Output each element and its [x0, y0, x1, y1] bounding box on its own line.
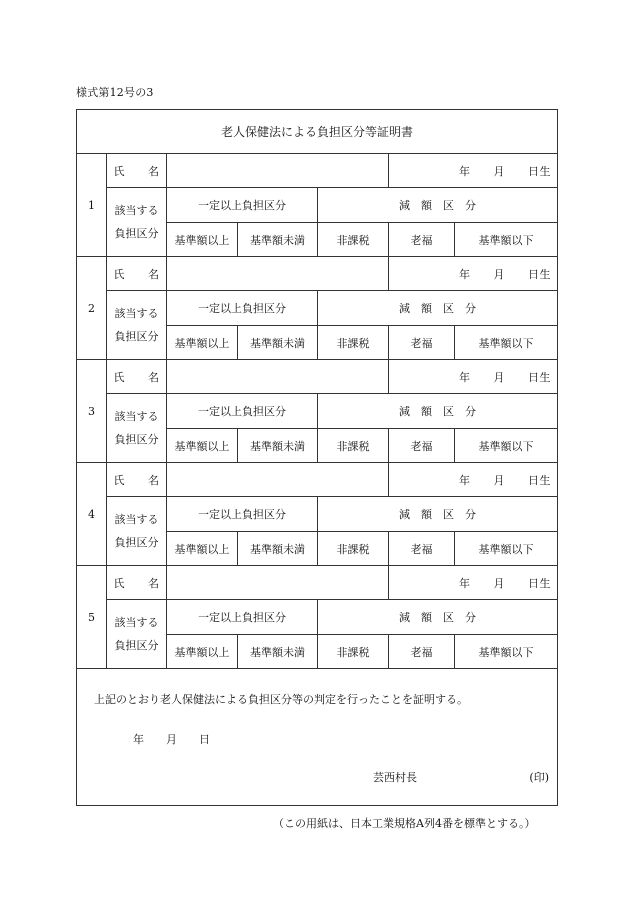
- option-below-standard[interactable]: 基準額未満: [238, 635, 318, 668]
- option-standard-or-less[interactable]: 基準額以下: [478, 233, 534, 247]
- birth-date-field[interactable]: 年 月 日生: [389, 566, 557, 600]
- category-label: [107, 600, 167, 668]
- entry-number: 2: [77, 257, 107, 359]
- name-field[interactable]: [167, 257, 389, 291]
- category-label-line2: 負担区分: [114, 639, 159, 652]
- form-number: 様式第12号の3: [76, 86, 154, 99]
- option-standard-or-less[interactable]: 基準額以下: [478, 542, 534, 556]
- option-non-taxable[interactable]: 非課税: [318, 223, 389, 256]
- reduced-category-header: 減 額 区 分: [318, 291, 557, 326]
- name-field[interactable]: [167, 566, 389, 600]
- option-elderly-welfare[interactable]: 老福: [389, 429, 455, 462]
- fixed-burden-header: 一定以上負担区分: [167, 291, 318, 326]
- category-label-line2: 負担区分: [114, 536, 159, 549]
- option-standard-or-less[interactable]: 基準額以下: [478, 645, 534, 659]
- certificate-form: [76, 109, 558, 806]
- name-label: 氏 名: [107, 566, 167, 600]
- option-below-standard[interactable]: 基準額未満: [238, 429, 318, 462]
- option-above-standard[interactable]: 基準額以上: [167, 326, 238, 359]
- option-below-standard[interactable]: 基準額未満: [238, 223, 318, 256]
- issuer-title: 芸西村長: [373, 771, 417, 784]
- option-elderly-welfare[interactable]: 老福: [389, 532, 455, 565]
- category-label-line1: 該当する: [114, 616, 159, 629]
- seal-mark: (印): [529, 771, 549, 784]
- option-above-standard[interactable]: 基準額以上: [167, 429, 238, 462]
- name-label: 氏 名: [107, 463, 167, 497]
- option-non-taxable[interactable]: 非課税: [318, 532, 389, 565]
- option-elderly-welfare[interactable]: 老福: [389, 635, 455, 668]
- category-label-line2: 負担区分: [114, 433, 159, 446]
- birth-date-field[interactable]: 年 月 日生: [389, 463, 557, 497]
- category-label-line1: 該当する: [114, 410, 159, 423]
- paper-size-note: （この用紙は、日本工業規格A列4番を標準とする。）: [273, 817, 536, 830]
- reduced-category-header: 減 額 区 分: [318, 188, 557, 223]
- name-field[interactable]: [167, 154, 389, 188]
- category-label: [107, 291, 167, 359]
- category-label: [107, 497, 167, 565]
- person-entry-2: [77, 257, 557, 360]
- option-standard-or-less[interactable]: 基準額以下: [478, 439, 534, 453]
- person-entry-3: [77, 360, 557, 463]
- entry-number: 3: [77, 360, 107, 462]
- form-title: 老人保健法による負担区分等証明書: [77, 110, 557, 154]
- birth-date-field[interactable]: 年 月 日生: [389, 360, 557, 394]
- category-label: [107, 188, 167, 256]
- category-label-line1: 該当する: [114, 513, 159, 526]
- name-label: 氏 名: [107, 360, 167, 394]
- certification-statement: 上記のとおり老人保健法による負担区分等の判定を行ったことを証明する。: [94, 693, 468, 706]
- option-non-taxable[interactable]: 非課税: [318, 635, 389, 668]
- category-label-line1: 該当する: [114, 204, 159, 217]
- birth-date-field[interactable]: 年 月 日生: [389, 257, 557, 291]
- fixed-burden-header: 一定以上負担区分: [167, 497, 318, 532]
- reduced-category-header: 減 額 区 分: [318, 600, 557, 635]
- option-below-standard[interactable]: 基準額未満: [238, 532, 318, 565]
- fixed-burden-header: 一定以上負担区分: [167, 394, 318, 429]
- category-label: [107, 394, 167, 462]
- reduced-category-header: 減 額 区 分: [318, 394, 557, 429]
- category-label-line2: 負担区分: [114, 227, 159, 240]
- certification-section: [77, 669, 557, 806]
- person-entry-5: [77, 566, 557, 669]
- option-standard-or-less[interactable]: 基準額以下: [478, 336, 534, 350]
- category-label-line1: 該当する: [114, 307, 159, 320]
- entry-number: 1: [77, 154, 107, 256]
- option-elderly-welfare[interactable]: 老福: [389, 223, 455, 256]
- option-above-standard[interactable]: 基準額以上: [167, 532, 238, 565]
- name-field[interactable]: [167, 463, 389, 497]
- name-label: 氏 名: [107, 154, 167, 188]
- birth-date-field[interactable]: 年 月 日生: [389, 154, 557, 188]
- option-below-standard[interactable]: 基準額未満: [238, 326, 318, 359]
- certification-date-field[interactable]: 年 月 日: [133, 733, 210, 746]
- option-non-taxable[interactable]: 非課税: [318, 326, 389, 359]
- entry-number: 4: [77, 463, 107, 565]
- option-elderly-welfare[interactable]: 老福: [389, 326, 455, 359]
- reduced-category-header: 減 額 区 分: [318, 497, 557, 532]
- person-entry-1: [77, 154, 557, 257]
- fixed-burden-header: 一定以上負担区分: [167, 188, 318, 223]
- name-field[interactable]: [167, 360, 389, 394]
- name-label: 氏 名: [107, 257, 167, 291]
- category-label-line2: 負担区分: [114, 330, 159, 343]
- person-entry-4: [77, 463, 557, 566]
- fixed-burden-header: 一定以上負担区分: [167, 600, 318, 635]
- entry-number: 5: [77, 566, 107, 668]
- option-above-standard[interactable]: 基準額以上: [167, 635, 238, 668]
- option-above-standard[interactable]: 基準額以上: [167, 223, 238, 256]
- option-non-taxable[interactable]: 非課税: [318, 429, 389, 462]
